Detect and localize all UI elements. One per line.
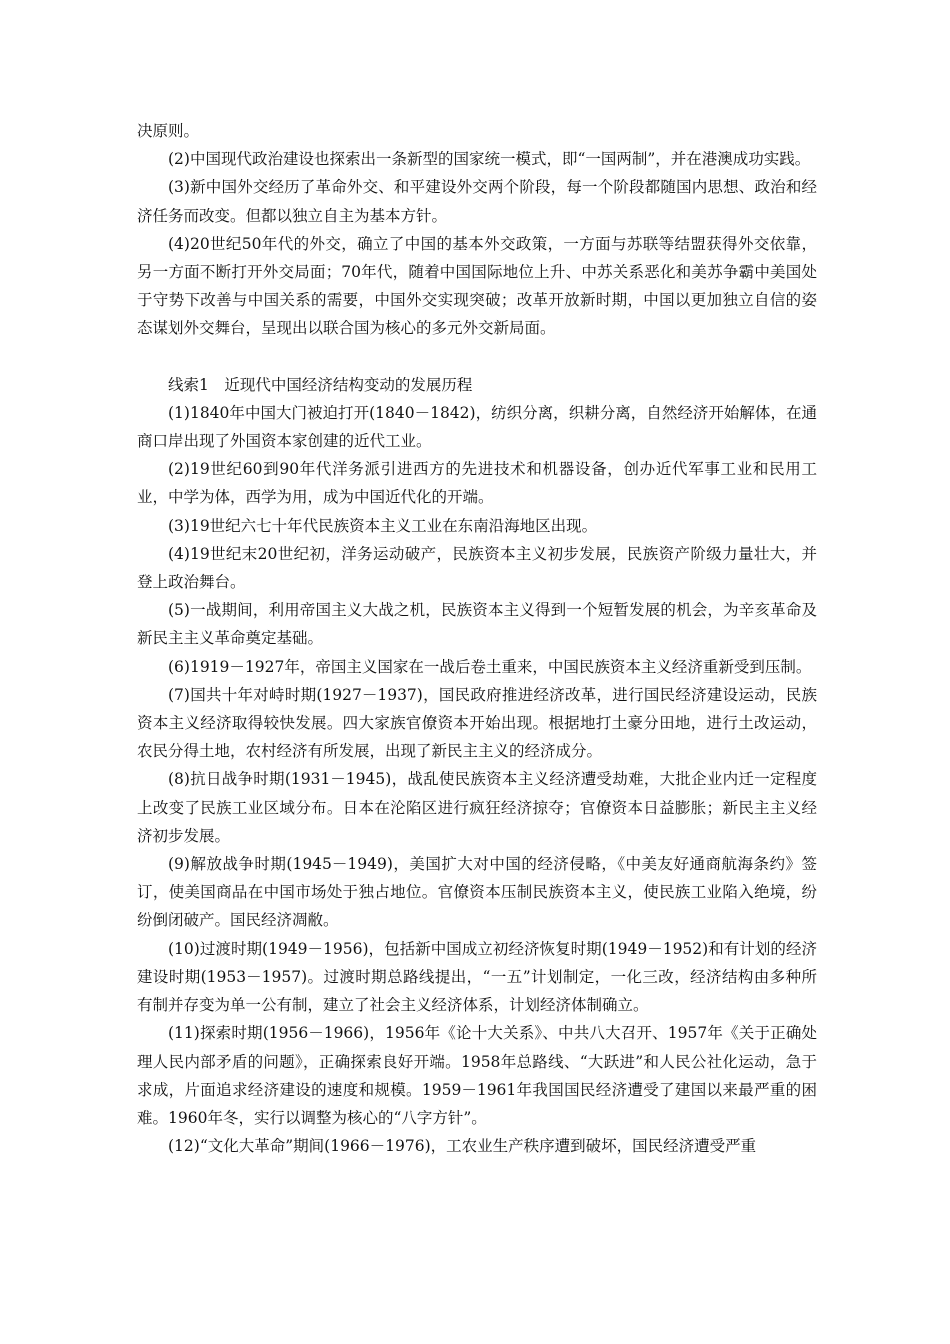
list-item: (6)1919－1927年，帝国主义国家在一战后卷土重来，中国民族资本主义经济重新受到压制。 xyxy=(168,657,812,676)
paragraph-diplomacy-1950s: (4)20世纪50年代的外交，确立了中国的基本外交政策，一方面与苏联等结盟获得外交依靠，另一方面不断打开外交局面；70年代，随着中国国际地位上升、中苏关系恶化和美苏争霸中美国处于守势下改善与中国关系的需要，中国外交实现突破；改革开放新时期，中国以更加独立自信的姿态谋划外交舞台，呈现出以联合国为核心的多元外交新局面。 xyxy=(137,234,817,338)
list-item: (2)19世纪60到90年代洋务派引进西方的先进技术和机器设备，创办近代军事工业和民用工业，中学为体，西学为用，成为中国近代化的开端。 xyxy=(137,460,817,507)
list-item: (11)探索时期(1956－1966)，1956年《论十大关系》、中共八大召开、1957年《关于正确处理人民内部矛盾的问题》，正确探索良好开端。1958年总路线、“大跃进”和人民公社化运动，急于求成，片面追求经济建设的速度和规模。1959－1961年我国国民经济遭受了建国以来最严重的困难。1960年冬，实行以调整为核心的“八字方针”。 xyxy=(137,1024,817,1127)
list-item: (9)解放战争时期(1945－1949)，美国扩大对中国的经济侵略，《中美友好通商航海条约》签订，使美国商品在中国市场处于独占地位。官僚资本压制民族资本主义，使民族工业陷入绝境，纷纷倒闭破产。国民经济凋敝。 xyxy=(137,855,817,930)
document-page xyxy=(137,117,817,1160)
list-item: (5)一战期间，利用帝国主义大战之机，民族资本主义得到一个短暂发展的机会，为辛亥革命及新民主主义革命奠定基础。 xyxy=(137,601,817,648)
list-item: (12)“文化大革命”期间(1966－1976)，工农业生产秩序遭到破坏，国民经济遭受严重 xyxy=(168,1137,757,1156)
list-item: (1)1840年中国大门被迫打开(1840－1842)，纺织分离，织耕分离，自然经济开始解体，在通商口岸出现了外国资本家创建的近代工业。 xyxy=(137,403,817,451)
paragraph-unification-model: (2)中国现代政治建设也探索出一条新型的国家统一模式，即“一国两制”，并在港澳成功实践。 xyxy=(168,150,811,169)
section-gap xyxy=(137,343,817,371)
list-item: (7)国共十年对峙时期(1927－1937)，国民政府推进经济改革，进行国民经济建设运动，民族资本主义经济取得较快发展。四大家族官僚资本开始出现。根据地打土豪分田地，进行土改运动，农民分得土地，农村经济有所发展，出现了新民主主义的经济成分。 xyxy=(137,685,817,761)
list-item: (10)过渡时期(1949－1956)，包括新中国成立初经济恢复时期(1949－1952)和有计划的经济建设时期(1953－1957)。过渡时期总路线提出，“一五”计划制定，一化三改，经济结构由多种所有制并存变为单一公有制，建立了社会主义经济体系，计划经济体制确立。 xyxy=(137,939,817,1015)
list-item: (4)19世纪末20世纪初，洋务运动破产，民族资本主义初步发展，民族资产阶级力量壮大，并登上政治舞台。 xyxy=(137,544,817,592)
list-item: (8)抗日战争时期(1931－1945)，战乱使民族资本主义经济遭受劫难，大批企业内迁一定程度上改变了民族工业区域分布。日本在沦陷区进行疯狂经济掠夺；官僚资本日益膨胀；新民主主义经济初步发展。 xyxy=(137,770,817,845)
section-heading: 线索1 近现代中国经济结构变动的发展历程 xyxy=(168,375,473,394)
paragraph-continuation: 决原则。 xyxy=(137,122,200,140)
paragraph-diplomacy-stages: (3)新中国外交经历了革命外交、和平建设外交两个阶段，每一个阶段都随国内思想、政治和经济任务而改变。但都以独立自主为基本方针。 xyxy=(137,178,817,225)
list-item: (3)19世纪六七十年代民族资本主义工业在东南沿海地区出现。 xyxy=(168,516,598,535)
